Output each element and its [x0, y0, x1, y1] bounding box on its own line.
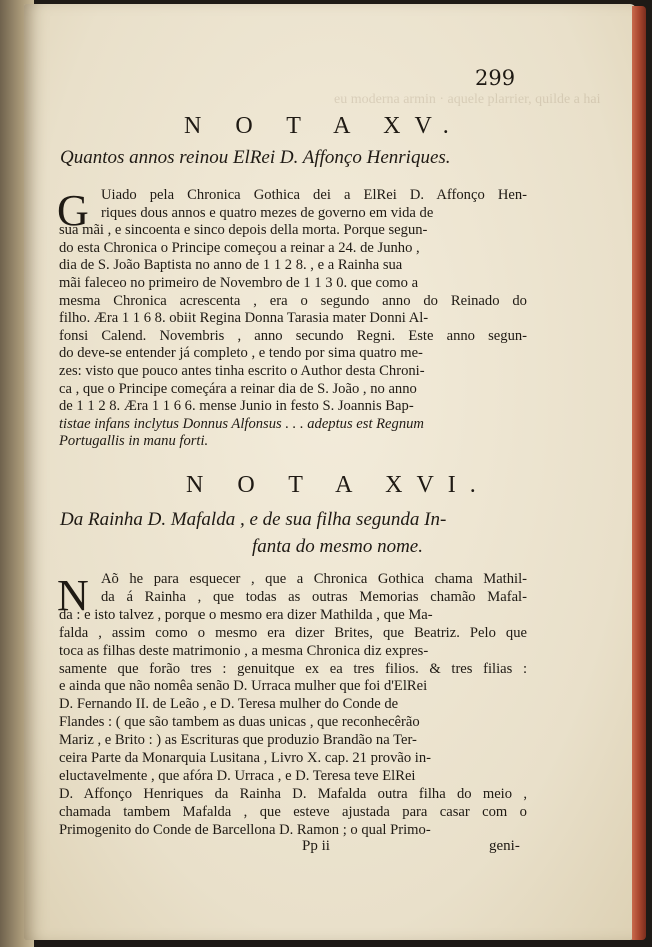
text-line: da á Rainha , que todas as outras Memorias chamão Mafal- [101, 588, 527, 605]
text-line: eluctavelmente , que afóra D. Urraca , e D. Teresa teve ElRei [59, 767, 416, 784]
text-line: mãi faleceo no primeiro de Novembro de 1 1 3 0. que como a [59, 275, 419, 291]
catchword: geni- [489, 838, 520, 854]
bleed-through: eu moderna armin · aquele plarrier, quilde a hai [334, 92, 601, 107]
page-edge-red [632, 6, 646, 940]
text-line: fonsi Calend. Novembris , anno secundo Regni. Este anno segun- [59, 327, 528, 344]
text-line: ceira Parte da Monarquia Lusitana , Livro X. cap. 21 provão in- [59, 750, 432, 766]
section-subtitle-xvi-line-1: Da Rainha D. Mafalda , e de sua filha segunda In- [60, 509, 447, 530]
text-line: de 1 1 2 8. Æra 1 1 6 6. mense Junio in festo S. Joannis Bap- [59, 398, 414, 415]
drop-cap-xv: G [57, 186, 89, 235]
section-subtitle-xv: Quantos annos reinou ElRei D. Affonço Henriques. [60, 147, 451, 168]
drop-cap-xvi: N [57, 571, 89, 620]
text-line: Aõ he para esquecer , que a Chronica Gothica chama Mathil- [101, 571, 527, 587]
text-line: dia de S. João Baptista no anno de 1 1 2 8. , e a Rainha sua [59, 257, 403, 274]
text-line: Portugallis in manu forti. [59, 433, 209, 450]
page-number: 299 [475, 66, 516, 90]
text-line: D. Affonço Henriques da Rainha D. Mafalda outra filha do meio , [59, 785, 527, 802]
section-heading-xvi: N O T A XVI. [186, 472, 490, 498]
text-line: zes: visto que pouco antes tinha escrito o Author desta Chroni- [59, 363, 425, 379]
text-line: ca , que o Principe começára a reinar dia de S. João , no anno [59, 380, 417, 397]
text-line: sua mãi , e sincoenta e sinco depois della morta. Porque segun- [59, 222, 428, 239]
text-line: riques dous annos e quatro mezes de governo em vida de [101, 204, 434, 221]
text-line: Primogenito do Conde de Barcellona D. Ramon ; o qual Primo- [59, 821, 431, 838]
section-subtitle-xvi-line-2: fanta do mesmo nome. [252, 536, 423, 557]
text-line: chamada tambem Mafalda , que esteve ajustada para casar com o [59, 803, 527, 820]
text-line: tistae infans inclytus Donnus Alfonsus . . . adeptus est Regnum [59, 415, 424, 432]
text-line: do esta Chronica o Principe começou a reinar a 24. de Junho , [59, 239, 420, 256]
text-line: do deve-se entender já completo , e tendo por sima quatro me- [59, 345, 423, 362]
text-line: da : e isto talvez , porque o mesmo era dizer Mathilda , que Ma- [59, 606, 433, 623]
text-line: D. Fernando II. de Leão , e D. Teresa mulher do Conde de [59, 696, 399, 713]
text-line: samente que forão tres : genuitque ex ea tres filios. & tres filias : [59, 660, 528, 677]
text-line: falda , assim como o mesmo era dizer Brites, que Beatriz. Pelo que [59, 624, 527, 641]
signature-mark: Pp ii [302, 838, 330, 854]
text-line: filho. Æra 1 1 6 8. obiit Regina Donna Tarasia mater Donni Al- [59, 310, 429, 327]
text-line: Uiado pela Chronica Gothica dei a ElRei D. Affonço Hen- [101, 187, 528, 203]
text-line: Flandes : ( que são tambem as duas unicas , que reconhecêrão [59, 714, 420, 731]
section-heading-xv: N O T A XV. [184, 113, 463, 139]
text-line: e ainda que não nomêa senão D. Urraca mulher que foi d'ElRei [59, 678, 428, 695]
text-line: toca as filhas deste matrimonio , a mesma Chronica diz expres- [59, 642, 429, 659]
text-line: mesma Chronica acrescenta , era o segundo anno do Reinado do [59, 292, 527, 309]
text-line: Mariz , e Brito : ) as Escrituras que produzio Brandão na Ter- [59, 732, 417, 749]
